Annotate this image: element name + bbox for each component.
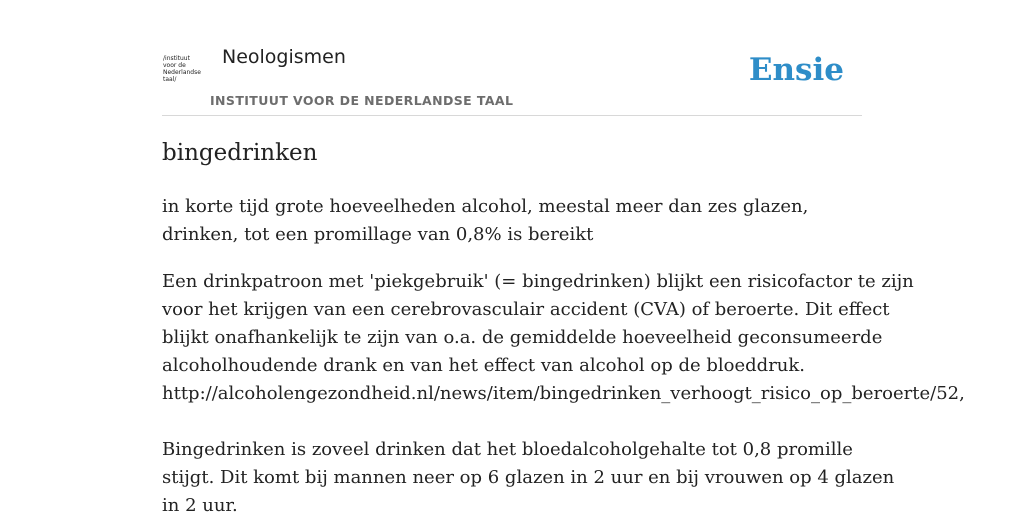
source-url: http://alcoholengezondheid.nl/news/item/bingedrinken_verhoogt_risico_op_beroerte/52, bbox=[162, 383, 965, 404]
header-divider bbox=[162, 115, 862, 116]
logo-line: voor de bbox=[163, 62, 186, 69]
paragraph-break bbox=[162, 408, 862, 436]
explanation-line: voor het krijgen van een cerebrovasculair accident (CVA) of beroerte. Dit effect bbox=[162, 299, 890, 320]
institute-logo[interactable] bbox=[163, 55, 209, 91]
explanation-line: Een drinkpatroon met 'piekgebruik' (= bingedrinken) blijkt een risicofactor te zijn bbox=[162, 271, 914, 292]
entry-term: bingedrinken bbox=[162, 140, 318, 166]
entry-explanation bbox=[162, 268, 965, 520]
site-title[interactable]: Neologismen bbox=[222, 46, 346, 68]
entry-definition: in korte tijd grote hoeveelheden alcohol, meestal meer dan zes glazen, drinken, tot een promillage van 0,8% is bereikt bbox=[162, 196, 809, 245]
explanation-line: Bingedrinken is zoveel drinken dat het bloedalcoholgehalte tot 0,8 promille bbox=[162, 439, 853, 460]
logo-line: taal/ bbox=[163, 76, 177, 83]
ensie-brand-link[interactable]: Ensie bbox=[748, 52, 844, 88]
site-subtitle: INSTITUUT VOOR DE NEDERLANDSE TAAL bbox=[210, 93, 514, 108]
explanation-line: in 2 uur. bbox=[162, 495, 238, 516]
explanation-line: stijgt. Dit komt bij mannen neer op 6 glazen in 2 uur en bij vrouwen op 4 glazen bbox=[162, 467, 895, 488]
explanation-line: alcoholhoudende drank en van het effect van alcohol op de bloeddruk. bbox=[162, 355, 806, 376]
explanation-line: blijkt onafhankelijk te zijn van o.a. de gemiddelde hoeveelheid geconsumeerde bbox=[162, 327, 883, 348]
logo-line: /instituut bbox=[163, 55, 190, 62]
logo-line: Nederlandse bbox=[163, 69, 201, 76]
